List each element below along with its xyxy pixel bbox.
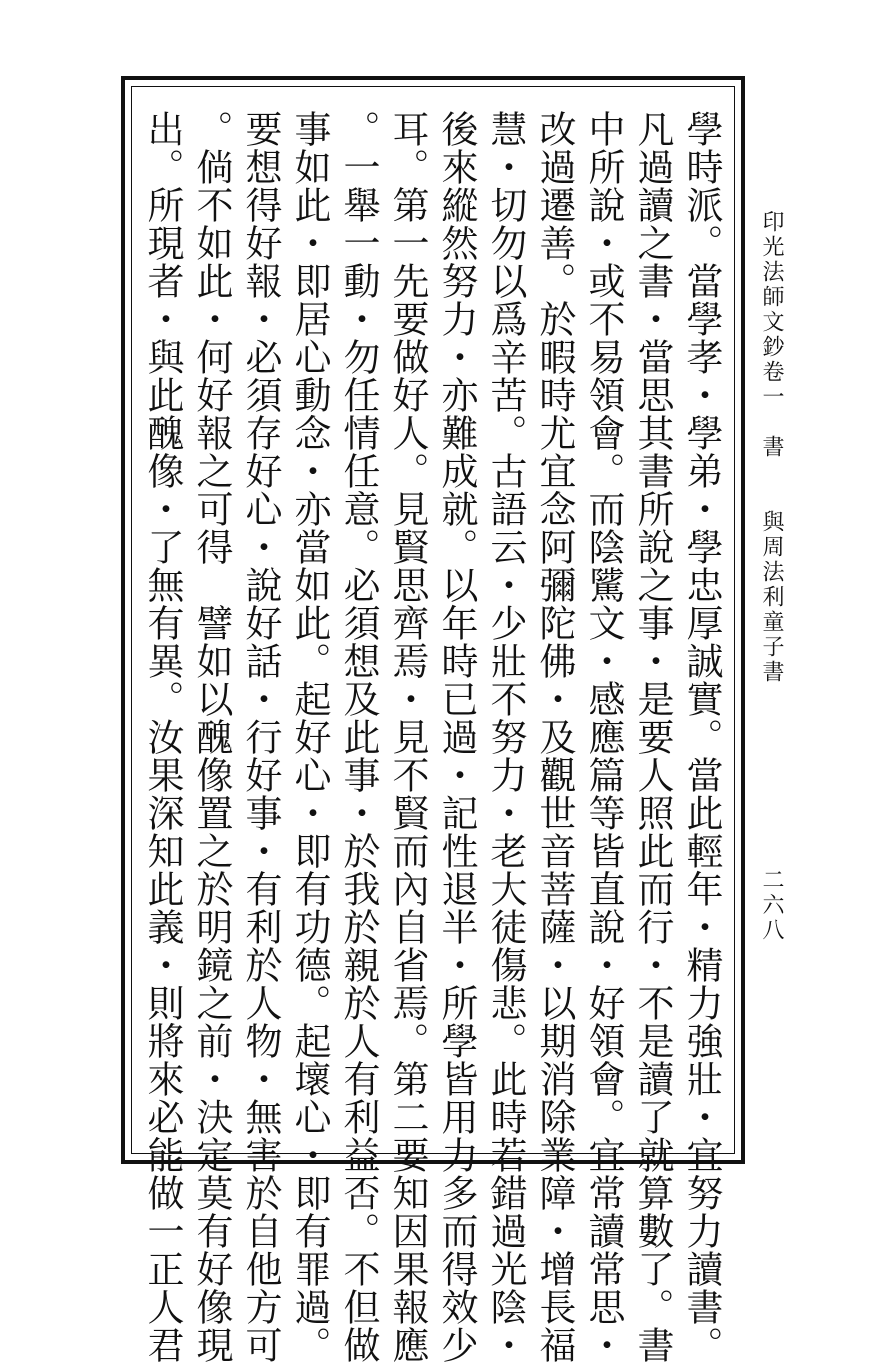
text-column: 出。所現者・與此醜像・了無有異。汝果深知此義・則將來必能做一正人君: [141, 110, 184, 1364]
text-column: 要想得好報・必須存好心・說好話・行好事・有利於人物・無害於自他方可: [239, 110, 282, 1364]
page-number: 二六八: [759, 868, 784, 943]
text-column: 事如此・即居心動念・亦當如此。起好心・即有功德。起壞心・即有罪過。: [288, 110, 331, 1364]
body-text: [140, 110, 726, 1364]
text-column: 學時派。當學孝・學弟・學忠厚誠實。當此輕年・精力強壯・宜努力讀書。: [680, 110, 723, 1364]
text-column: 耳。第一先要做好人。見賢思齊焉・見不賢而內自省焉。第二要知因果報應: [386, 110, 429, 1364]
text-column: 中所說・或不易領會。而陰騭文・感應篇等皆直說・好領會。宜常讀常思・: [582, 110, 625, 1364]
running-header: 印光法師文鈔卷一 書 與周法利童子書: [759, 210, 784, 685]
text-column: 凡過讀之書・當思其書所說之事・是要人照此而行・不是讀了就算數了。書: [631, 110, 674, 1364]
text-column: 。倘不如此・何好報之可得 譬如以醜像置之於明鏡之前・決定莫有好像現: [190, 110, 233, 1364]
text-column: 。一舉一動・勿任情任意。必須想及此事・於我於親於人有利益否。不但做: [337, 110, 380, 1364]
text-column: 改過遷善。於暇時尤宜念阿彌陀佛・及觀世音菩薩・以期消除業障・增長福: [533, 110, 576, 1364]
text-column: 後來縱然努力・亦難成就。以年時已過・記性退半・所學皆用力多而得效少: [435, 110, 478, 1364]
text-column: 慧・切勿以爲辛苦。古語云・少壯不努力・老大徒傷悲。此時若錯過光陰・: [484, 110, 527, 1364]
